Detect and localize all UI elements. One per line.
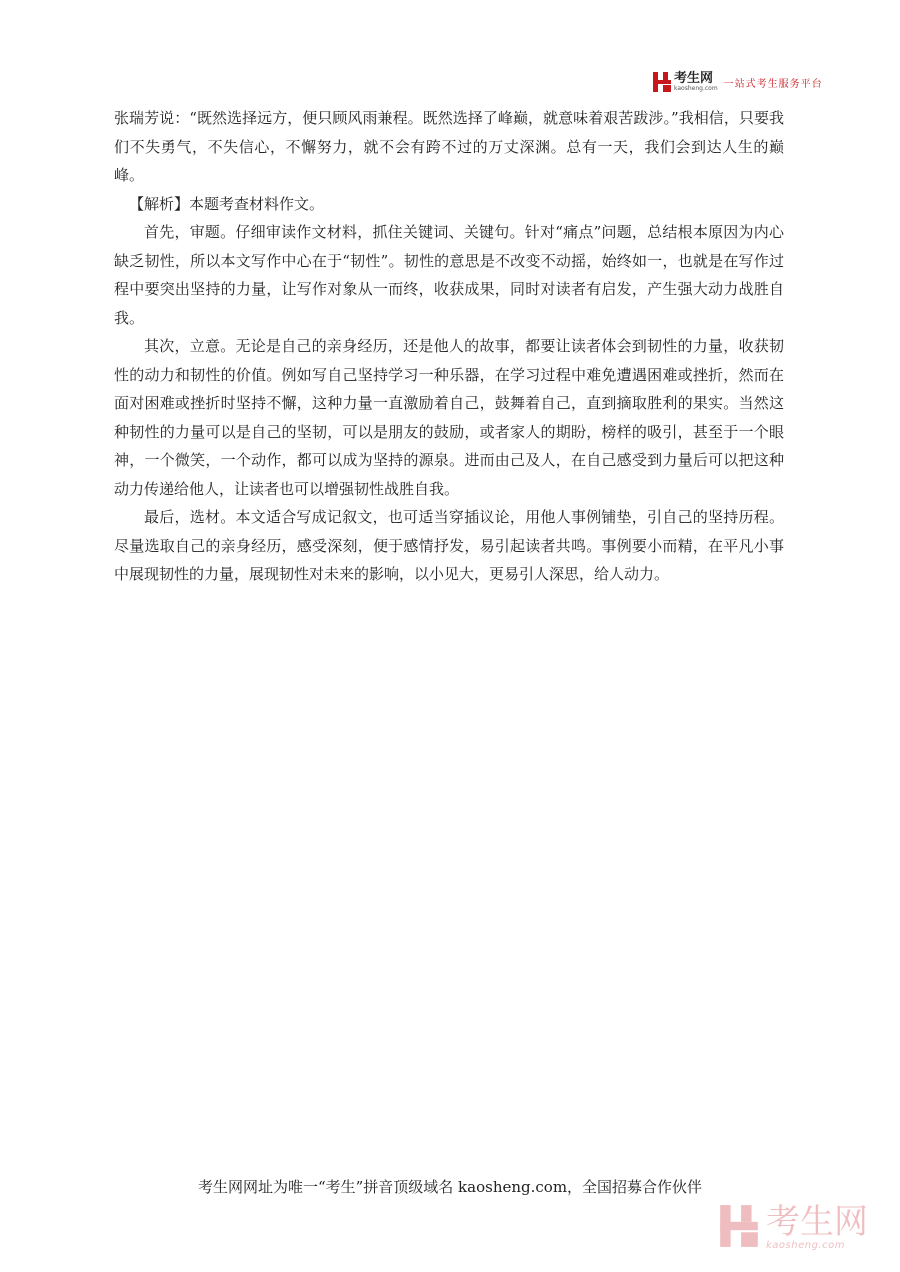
paragraph-last: 最后，选材。本文适合写成记叙文，也可适当穿插议论，用他人事例铺垫，引自己的坚持历程。尽量选取自己的亲身经历，感受深刻，便于感情抒发，易引起读者共鸣。事例要小而精，在平凡小事中展现韧性的力量，展现韧性对未来的影响，以小见大，更易引人深思，给人动力。 (114, 508, 784, 583)
watermark-text (766, 1202, 868, 1251)
logo-slogan: 一站式考生服务平台 (723, 78, 823, 90)
kaosheng-logo-icon (652, 71, 672, 93)
paragraph-quote: 张瑞芳说：“既然选择远方，便只顾风雨兼程。既然选择了峰巅，就意味着艰苦跋涉。”我相信，只要我们不失勇气，不失信心，不懈努力，就不会有跨不过的万丈深渊。总有一天，我们会到达人生的巅峰。 (114, 109, 784, 184)
logo-name: 考生网 (674, 71, 714, 86)
logo-domain: kaosheng.com (674, 85, 718, 92)
document-body (114, 104, 784, 589)
logo-text (674, 72, 718, 92)
watermark (718, 1198, 888, 1258)
paragraph-analysis-label: 【解析】本题考查材料作文。 (129, 194, 325, 213)
kaosheng-watermark-icon (718, 1203, 760, 1253)
header-logo (652, 70, 852, 94)
watermark-domain: kaosheng.com (766, 1240, 845, 1251)
footer-text: 考生网网址为唯一“考生”拼音顶级域名 kaosheng.com，全国招募合作伙伴 (197, 1178, 703, 1196)
watermark-name: 考生网 (766, 1202, 868, 1242)
paragraph-second: 其次，立意。无论是自己的亲身经历，还是他人的故事，都要让读者体会到韧性的力量，收获韧性的动力和韧性的价值。例如写自己坚持学习一种乐器，在学习过程中难免遭遇困难或挫折，然而在面对困难或挫折时坚持不懈，这种力量一直激励着自己，鼓舞着自己，直到摘取胜利的果实。当然这种韧性的力量可以是自己的坚韧，可以是朋友的鼓励，或者家人的期盼，榜样的吸引，甚至于一个眼神，一个微笑，一个动作，都可以成为坚持的源泉。进而由己及人，在自己感受到力量后可以把这种动力传递给他人，让读者也可以增强韧性战胜自我。 (114, 337, 784, 498)
paragraph-first: 首先，审题。仔细审读作文材料，抓住关键词、关键句。针对“痛点”问题，总结根本原因为内心缺乏韧性，所以本文写作中心在于“韧性”。韧性的意思是不改变不动摇，始终如一，也就是在写作过程中要突出坚持的力量，让写作对象从一而终，收获成果，同时对读者有启发，产生强大动力战胜自我。 (114, 223, 784, 327)
